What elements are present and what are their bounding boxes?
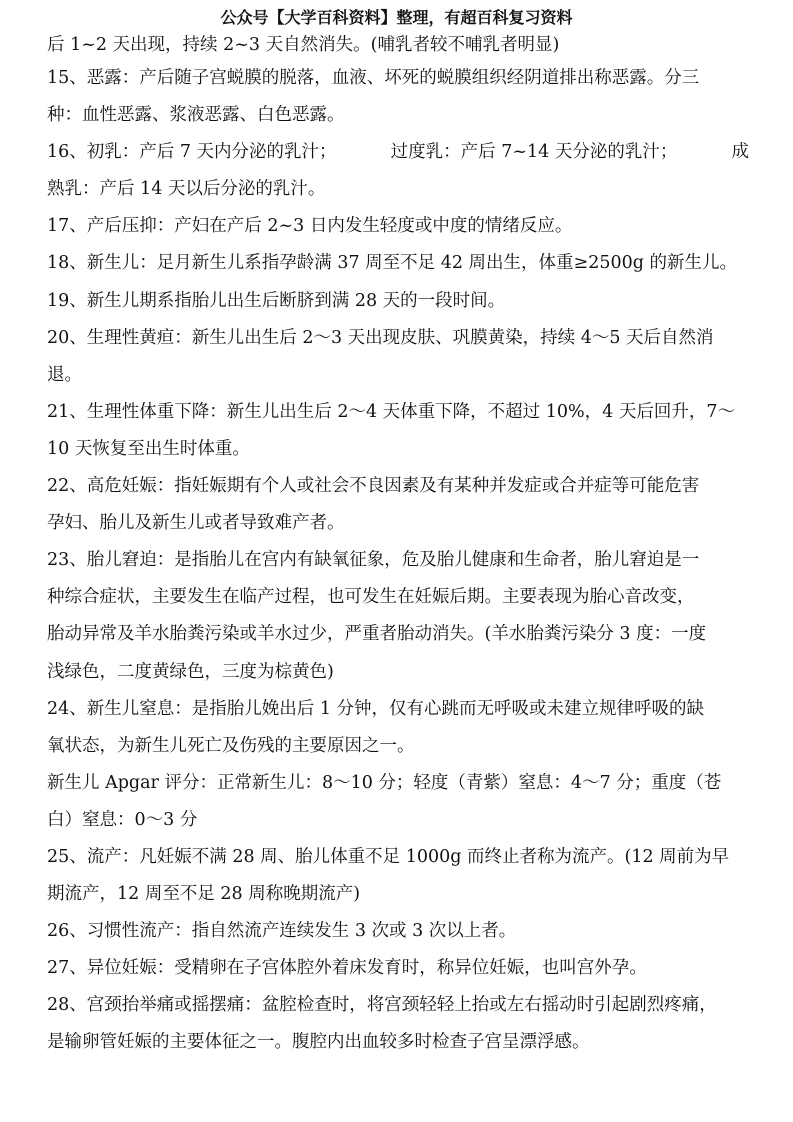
text-line: 期流产，12 周至不足 28 周称晚期流产) bbox=[47, 884, 361, 905]
text-line: 18、新生儿：足月新生儿系指孕龄满 37 周至不足 42 周出生，体重≥2500g 的新生儿。 bbox=[47, 253, 738, 274]
text-line: 26、习惯性流产：指自然流产连续发生 3 次或 3 次以上者。 bbox=[47, 921, 517, 942]
text-line: 退。 bbox=[47, 364, 82, 385]
text-line: 28、宫颈抬举痛或摇摆痛：盆腔检查时，将宫颈轻轻上抬或左右摇动时引起剧烈疼痛， bbox=[47, 995, 717, 1016]
text-line: 熟乳：产后 14 天以后分泌的乳汁。 bbox=[47, 179, 326, 200]
text-line: 27、异位妊娠：受精卵在子宫体腔外着床发育时，称异位妊娠，也叫宫外孕。 bbox=[47, 958, 647, 979]
text-line: 20、生理性黄疸：新生儿出生后 2～3 天出现皮肤、巩膜黄染，持续 4～5 天后自然消 bbox=[47, 327, 714, 348]
text-line: 24、新生儿窒息：是指胎儿娩出后 1 分钟，仅有心跳而无呼吸或未建立规律呼吸的缺 bbox=[47, 698, 705, 719]
text-line bbox=[47, 134, 749, 171]
text-line: 种综合症状，主要发生在临产过程，也可发生在妊娠后期。主要表现为胎心音改变， bbox=[47, 587, 695, 608]
text-line: 胎动异常及羊水胎粪污染或羊水过少，严重者胎动消失。(羊水胎粪污染分 3 度：一度 bbox=[47, 624, 707, 645]
text-line: 21、生理性体重下降：新生儿出生后 2～4 天体重下降，不超过 10%，4 天后回升，7～ bbox=[47, 401, 735, 422]
text-line: 19、新生儿期系指胎儿出生后断脐到满 28 天的一段时间。 bbox=[47, 290, 506, 311]
text-line: 22、高危妊娠：指妊娠期有个人或社会不良因素及有某种并发症或合并症等可能危害 bbox=[47, 476, 700, 497]
term-colostrum: 16、初乳：产后 7 天内分泌的乳汁； bbox=[47, 142, 337, 163]
document-body bbox=[47, 30, 749, 1062]
text-line: 15、恶露：产后随子宫蜕膜的脱落，血液、坏死的蜕膜组织经阴道排出称恶露。分三 bbox=[47, 68, 700, 88]
text-line: 10 天恢复至出生时体重。 bbox=[47, 438, 250, 459]
term-mature-milk-start: 成 bbox=[731, 142, 749, 163]
text-line: 是输卵管妊娠的主要体征之一。腹腔内出血较多时检查子宫呈漂浮感。 bbox=[47, 1032, 590, 1053]
text-line: 17、产后压抑：产妇在产后 2~3 日内发生轻度或中度的情绪反应。 bbox=[47, 216, 573, 237]
text-line: 氧状态，为新生儿死亡及伤残的主要原因之一。 bbox=[47, 735, 415, 756]
text-line: 种：血性恶露、浆液恶露、白色恶露。 bbox=[47, 105, 345, 126]
text-line: 白）窒息：0～3 分 bbox=[47, 809, 198, 830]
page-header: 公众号【大学百科资料】整理，有超百科复习资料 bbox=[220, 8, 573, 27]
text-line: 新生儿 Apgar 评分：正常新生儿：8～10 分；轻度（青紫）窒息：4～7 分；重度（苍 bbox=[47, 772, 722, 793]
text-line: 25、流产：凡妊娠不满 28 周、胎儿体重不足 1000g 而终止者称为流产。(12 周前为早 bbox=[47, 846, 730, 867]
term-transitional-milk: 过度乳：产后 7~14 天分泌的乳汁； bbox=[390, 142, 678, 163]
text-line: 浅绿色，二度黄绿色，三度为棕黄色) bbox=[47, 661, 334, 682]
text-line: 后 1~2 天出现，持续 2~3 天自然消失。(哺乳者较不哺乳者明显) bbox=[47, 35, 560, 55]
text-line: 23、胎儿窘迫：是指胎儿在宫内有缺氧征象，危及胎儿健康和生命者，胎儿窘迫是一 bbox=[47, 550, 700, 571]
text-line: 孕妇、胎儿及新生儿或者导致难产者。 bbox=[47, 513, 345, 534]
